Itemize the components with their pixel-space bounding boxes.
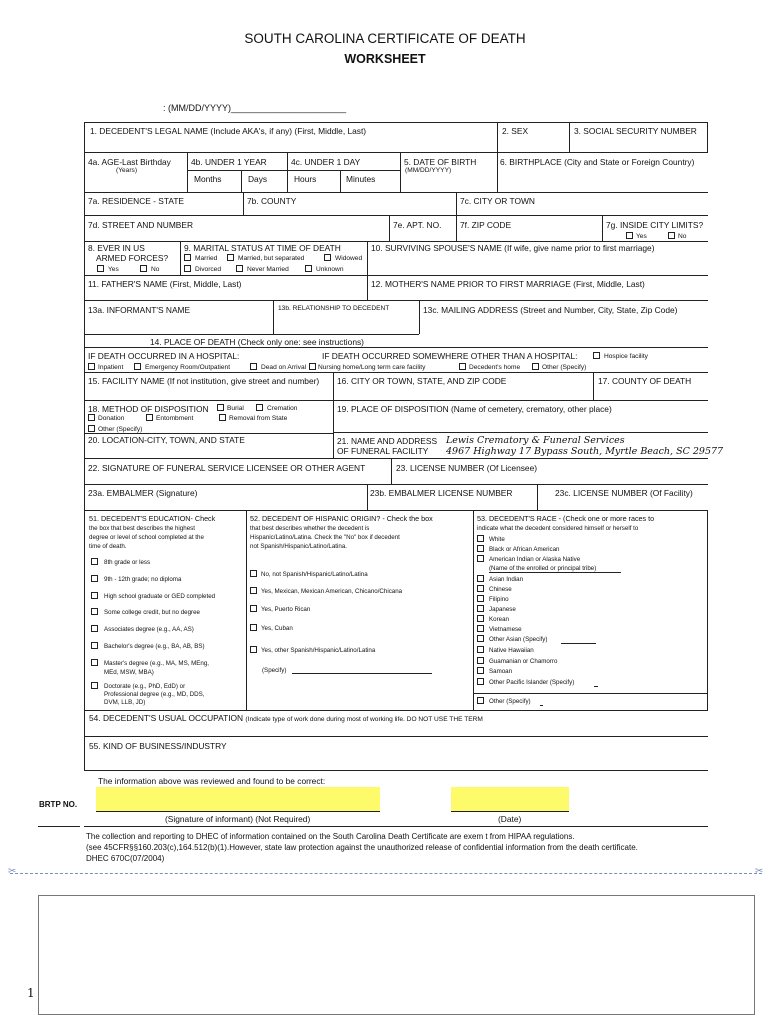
option-label: Japanese — [489, 606, 516, 613]
signature-field[interactable] — [96, 787, 380, 811]
row-line — [473, 693, 707, 694]
row-line — [84, 510, 708, 511]
form-title: SOUTH CAROLINA CERTIFICATE OF DEATH — [244, 31, 526, 46]
checkbox-race-aian[interactable] — [477, 555, 484, 562]
field-8-label: 8. EVER IN US — [88, 243, 145, 253]
option-label: Entombment — [156, 415, 194, 422]
option-label: Nursing home/Long term care facility — [318, 364, 426, 371]
field-23b-label: 23b. EMBALMER LICENSE NUMBER — [370, 488, 513, 498]
field-4b-label: 4b. UNDER 1 YEAR — [191, 157, 267, 167]
checkbox-inpatient[interactable] — [88, 363, 95, 370]
option-label: Donation — [98, 415, 125, 422]
checkbox-edu-doctorate[interactable] — [91, 682, 98, 689]
option-label: Chinese — [489, 586, 512, 593]
option-label: Some college credit, but no degree — [104, 609, 200, 616]
option-label: Other Asian (Specify) — [489, 636, 548, 643]
row-line — [84, 372, 708, 373]
field-54-label: 54. DECEDENT'S USUAL OCCUPATION (Indicate type of work done during most of working life. DO NOT USE THE TERM — [89, 713, 483, 723]
option-label: Guamanian or Chamorro — [489, 658, 558, 665]
field-4b-months: Months — [194, 174, 222, 184]
checkbox-burial[interactable] — [217, 404, 224, 411]
option-label: Vietnamese — [489, 626, 522, 633]
divider — [497, 152, 498, 192]
form-border-left — [84, 122, 85, 513]
field-55-label: 55. KIND OF BUSINESS/INDUSTRY — [89, 741, 227, 751]
form-border-left — [84, 510, 85, 710]
checkbox-8-no[interactable] — [140, 265, 147, 272]
race-title: 53. DECEDENT'S RACE - (Check one or more races to — [477, 514, 655, 523]
checkbox-er[interactable] — [134, 363, 141, 370]
divider — [456, 192, 457, 215]
row-line — [84, 484, 708, 485]
option-label: MEd, MSW, MBA) — [104, 669, 154, 676]
checkbox-other-disposition[interactable] — [88, 425, 95, 432]
brtp-label: BRTP NO. — [39, 800, 78, 809]
option-label: Yes, other Spanish/Hispanic/Latino/Latina — [261, 647, 376, 654]
checkbox-unknown[interactable] — [305, 265, 312, 272]
checkbox-edu-some-college[interactable] — [91, 608, 98, 615]
field-4a-sub: (Years) — [116, 167, 138, 174]
checkbox-race-korean[interactable] — [477, 615, 484, 622]
field-3-label: 3. SOCIAL SECURITY NUMBER — [574, 126, 697, 136]
education-desc: degree or level of school completed at the — [89, 534, 204, 541]
option-label: Filipino — [489, 596, 509, 603]
field-54-sub: (Indicate type of work done during most of working life. DO NOT USE THE TERM — [245, 716, 483, 723]
funeral-facility-address: 4967 Highway 17 Bypass South, Myrtle Beach, SC 29577 — [446, 446, 724, 457]
brtp-line — [38, 826, 80, 827]
divider — [180, 241, 181, 275]
field-4b-days: Days — [248, 174, 268, 184]
field-19-label: 19. PLACE OF DISPOSITION (Name of cemetery, crematory, other place) — [337, 404, 612, 414]
checkbox-hisp-cuban[interactable] — [250, 624, 257, 631]
divider — [707, 510, 708, 710]
option-label: Never Married — [247, 266, 289, 273]
option-label: Other (Specify) — [542, 364, 587, 371]
option-label: Yes — [636, 233, 647, 240]
hispanic-title: 52. DECEDENT OF HISPANIC ORIGIN? - Check the box — [250, 514, 433, 523]
divider — [243, 192, 244, 215]
checkbox-home[interactable] — [459, 363, 466, 370]
divider — [569, 122, 570, 152]
row-line — [84, 241, 708, 242]
divider — [400, 152, 401, 192]
checkbox-race-other-asian[interactable] — [477, 635, 484, 642]
row-line — [84, 710, 708, 711]
divider — [593, 372, 594, 400]
row-line — [84, 334, 419, 335]
divider — [367, 484, 368, 510]
checkbox-edu-associates[interactable] — [91, 625, 98, 632]
field-15-label: 15. FACILITY NAME (If not institution, give street and number) — [88, 376, 320, 386]
option-label: Unknown — [316, 266, 344, 273]
checkbox-race-other-pacific[interactable] — [477, 678, 484, 685]
checkbox-edu-8th[interactable] — [91, 558, 98, 565]
row-line — [187, 170, 400, 171]
checkbox-race-filipino[interactable] — [477, 595, 484, 602]
non-hospital-heading: IF DEATH OCCURRED SOMEWHERE OTHER THAN A HOSPITAL: — [322, 351, 578, 361]
field-5-sub: (MM/DD/YYYY) — [405, 167, 452, 174]
field-23c-label: 23c. LICENSE NUMBER (Of Facility) — [555, 488, 693, 498]
field-7d-label: 7d. STREET AND NUMBER — [88, 220, 194, 230]
option-label: Associates degree (e.g., AA, AS) — [104, 626, 194, 633]
field-13a-label: 13a. INFORMANT'S NAME — [88, 305, 191, 315]
option-label: Native Hawaiian — [489, 647, 534, 654]
field-9-label: 9. MARITAL STATUS AT TIME OF DEATH — [184, 243, 341, 253]
checkbox-race-black[interactable] — [477, 545, 484, 552]
hispanic-desc: Hispanic/Latino/Latina. Check the "No" box if decedent — [250, 534, 400, 541]
tribe-line[interactable] — [489, 572, 621, 573]
checkbox-doa[interactable] — [250, 363, 257, 370]
row-line — [84, 770, 708, 771]
divider — [246, 510, 247, 710]
divider — [419, 300, 420, 334]
checkbox-race-asian-indian[interactable] — [477, 575, 484, 582]
field-4c-minutes: Minutes — [346, 174, 376, 184]
option-label: Korean — [489, 616, 509, 623]
checkbox-race-white[interactable] — [477, 535, 484, 542]
divider — [241, 171, 242, 192]
hipaa-notice: (see 45CFR§§160.203(c),164.512(b)(1).However, state law protection against the unauthorized release of confidential information from the death certificate. — [86, 843, 638, 852]
checkbox-hospice[interactable] — [593, 352, 600, 359]
field-4c-hours: Hours — [294, 174, 317, 184]
option-label: Hospice facility — [604, 353, 648, 360]
option-label: Other (Specify) — [489, 698, 531, 705]
row-line — [84, 192, 708, 193]
row-line — [84, 736, 708, 737]
row-line — [84, 215, 708, 216]
option-label: No, not Spanish/Hispanic/Latino/Latina — [261, 571, 368, 578]
option-label: Black or African American — [489, 546, 560, 553]
field-17-label: 17. COUNTY OF DEATH — [598, 376, 692, 386]
checkbox-widowed[interactable] — [324, 254, 331, 261]
divider — [473, 510, 474, 710]
option-label: Divorced — [195, 266, 222, 273]
option-label: White — [489, 536, 505, 543]
field-11-label: 11. FATHER'S NAME (First, Middle, Last) — [88, 279, 242, 289]
checkbox-race-vietnamese[interactable] — [477, 625, 484, 632]
scissors-icon: ✂ — [755, 866, 764, 877]
checkbox-edu-masters[interactable] — [91, 659, 98, 666]
option-label: Samoan — [489, 668, 513, 675]
divider — [389, 215, 390, 241]
field-7f-label: 7f. ZIP CODE — [460, 220, 512, 230]
race-desc: indicate what the decedent considered himself or herself to — [477, 525, 639, 532]
specify-line[interactable] — [594, 686, 598, 687]
option-label: Yes, Puerto Rican — [261, 606, 311, 613]
divider — [333, 372, 334, 400]
field-12-label: 12. MOTHER'S NAME PRIOR TO FIRST MARRIAGE (First, Middle, Last) — [371, 279, 645, 289]
education-desc: the box that best describes the highest — [89, 525, 195, 532]
scissors-icon: ✂ — [8, 866, 17, 877]
hipaa-notice: The collection and reporting to DHEC of information contained on the South Carolina Death Certificate are exem t from HIPAA regulations. — [86, 832, 575, 841]
option-label: Burial — [227, 405, 244, 412]
date-field[interactable]: : (MM/DD/YYYY)_______________________ — [163, 103, 347, 113]
option-label: High school graduate or GED completed — [104, 593, 216, 600]
field-2-label: 2. SEX — [502, 126, 529, 136]
field-8-label-b: ARMED FORCES? — [96, 253, 169, 263]
checkbox-race-japanese[interactable] — [477, 605, 484, 612]
field-14-label: 14. PLACE OF DEATH (Check only one: see instructions) — [150, 337, 364, 347]
checkbox-race-samoan[interactable] — [477, 667, 484, 674]
field-16-label: 16. CITY OR TOWN, STATE, AND ZIP CODE — [337, 376, 507, 386]
option-label: No — [678, 233, 687, 240]
option-label: Married — [195, 255, 218, 262]
checkbox-edu-bachelors[interactable] — [91, 642, 98, 649]
divider — [187, 152, 188, 192]
checkbox-race-hawaiian[interactable] — [477, 646, 484, 653]
field-5-label: 5. DATE OF BIRTH — [404, 157, 477, 167]
option-label: No — [151, 266, 160, 273]
divider — [391, 458, 392, 484]
checkbox-hisp-no[interactable] — [250, 570, 257, 577]
divider — [497, 122, 498, 152]
field-10-label: 10. SURVIVING SPOUSE'S NAME (If wife, give name prior to first marriage) — [371, 243, 655, 253]
field-13c-label: 13c. MAILING ADDRESS (Street and Number, City, State, Zip Code) — [423, 305, 678, 315]
row-line — [84, 152, 708, 153]
checkbox-race-other[interactable] — [477, 697, 484, 704]
education-title: 51. DECEDENT'S EDUCATION- Check — [89, 514, 216, 523]
checkbox-7g-yes[interactable] — [626, 232, 633, 239]
date-caption: (Date) — [498, 814, 522, 824]
checkbox-other-place[interactable] — [532, 363, 539, 370]
cut-line — [10, 873, 762, 874]
row-line — [333, 432, 708, 433]
signature-caption: (Signature of informant) (Not Required) — [165, 814, 311, 824]
date-line — [451, 811, 569, 812]
field-4a-label: 4a. AGE-Last Birthday — [88, 157, 171, 167]
field-23a-label: 23a. EMBALMER (Signature) — [88, 488, 198, 498]
row-line — [84, 826, 708, 827]
option-label: Removal from State — [229, 415, 288, 422]
checkbox-cremation[interactable] — [256, 404, 263, 411]
hispanic-desc: not Spanish/Hispanic/Latino/Latina. — [250, 543, 348, 550]
option-label: Emergency Room/Outpatient — [145, 364, 231, 371]
divider — [367, 241, 368, 275]
option-label: Married, but separated — [238, 255, 305, 262]
field-7e-label: 7e. APT. NO. — [393, 220, 442, 230]
checkbox-removal[interactable] — [219, 414, 226, 421]
option-label: Cremation — [267, 405, 298, 412]
form-number: DHEC 670C(07/2004) — [86, 854, 165, 863]
field-7a-label: 7a. RESIDENCE - STATE — [88, 196, 185, 206]
hispanic-specify: (Specify) — [262, 667, 287, 674]
signature-line — [96, 811, 380, 812]
field-1-label: 1. DECEDENT'S LEGAL NAME (Include AKA's, if any) (First, Middle, Last) — [90, 126, 367, 136]
checkbox-hisp-pr[interactable] — [250, 605, 257, 612]
option-label: Yes, Cuban — [261, 625, 293, 632]
bottom-box — [38, 895, 755, 1015]
divider — [602, 215, 603, 241]
checkbox-7g-no[interactable] — [668, 232, 675, 239]
field-18-label: 18. METHOD OF DISPOSITION — [88, 404, 209, 414]
education-desc: time of death. — [89, 543, 127, 550]
option-label: Other Pacific Islander (Specify) — [489, 679, 575, 686]
checkbox-race-chinese[interactable] — [477, 585, 484, 592]
checkbox-entombment[interactable] — [146, 414, 153, 421]
field-7b-label: 7b. COUNTY — [247, 196, 297, 206]
checkbox-8-yes[interactable] — [97, 265, 104, 272]
field-6-label: 6. BIRTHPLACE (City and State or Foreign Country) — [500, 157, 695, 167]
checkbox-never-married[interactable] — [236, 265, 243, 272]
checkbox-edu-9-12[interactable] — [91, 575, 98, 582]
option-label: Professional degree (e.g., MD, DDS, — [104, 691, 205, 698]
field-4c-label: 4c. UNDER 1 DAY — [291, 157, 361, 167]
field-21-label: 21. NAME AND ADDRESS — [337, 436, 438, 446]
field-23-label: 23. LICENSE NUMBER (Of Licensee) — [396, 463, 538, 473]
option-label: 9th - 12th grade; no diploma — [104, 576, 182, 583]
checkbox-edu-hs[interactable] — [91, 592, 98, 599]
divider — [333, 400, 334, 458]
specify-line[interactable] — [292, 673, 432, 674]
option-label: 8th grade or less — [104, 559, 151, 566]
field-13b-label: 13b. RELATIONSHIP TO DECEDENT — [278, 305, 390, 312]
checkbox-nursing[interactable] — [309, 363, 316, 370]
form-border-top — [84, 122, 708, 123]
checkbox-hisp-other[interactable] — [250, 646, 257, 653]
form-subtitle: WORKSHEET — [344, 52, 426, 66]
hospital-heading: IF DEATH OCCURRED IN A HOSPITAL: — [88, 351, 240, 361]
checkbox-donation[interactable] — [88, 414, 95, 421]
option-label: Dead on Arrival — [261, 364, 307, 371]
field-21-label-b: OF FUNERAL FACILITY — [337, 446, 429, 456]
option-label: DVM, LLB, JD) — [104, 699, 146, 706]
row-line — [84, 400, 708, 401]
reviewed-statement: The information above was reviewed and found to be correct: — [98, 776, 326, 786]
divider — [367, 275, 368, 300]
option-label: Doctorate (e.g., PhD, EdD) or — [104, 683, 186, 690]
option-label: Master's degree (e.g., MA, MS, MEng, — [104, 660, 210, 667]
hispanic-desc: that best describes whether the decedent is — [250, 525, 370, 532]
checkbox-hisp-mexican[interactable] — [250, 587, 257, 594]
specify-line[interactable] — [561, 643, 596, 644]
date-field-signature[interactable] — [451, 787, 569, 811]
divider — [537, 484, 538, 510]
option-label: American Indian or Alaska Native — [489, 556, 581, 563]
option-label: Decedent's home — [469, 364, 521, 371]
row-line — [84, 458, 708, 459]
divider — [340, 171, 341, 192]
field-20-label: 20. LOCATION-CITY, TOWN, AND STATE — [88, 435, 245, 445]
funeral-facility-name: Lewis Crematory & Funeral Services — [446, 435, 625, 446]
field-22-label: 22. SIGNATURE OF FUNERAL SERVICE LICENSEE OR OTHER AGENT — [88, 463, 366, 473]
checkbox-married[interactable] — [184, 254, 191, 261]
option-label: Widowed — [335, 255, 363, 262]
row-line — [84, 433, 333, 434]
option-label: Yes — [108, 266, 119, 273]
divider — [456, 215, 457, 241]
row-line — [84, 347, 708, 348]
divider — [707, 122, 708, 152]
page-number: 1 — [27, 986, 35, 1000]
divider — [273, 300, 274, 334]
checkbox-race-guamanian[interactable] — [477, 657, 484, 664]
checkbox-divorced[interactable] — [184, 265, 191, 272]
form-border-left — [84, 710, 85, 770]
option-label: Asian Indian — [489, 576, 524, 583]
field-7c-label: 7c. CITY OR TOWN — [460, 196, 535, 206]
field-7g-label: 7g. INSIDE CITY LIMITS? — [606, 220, 704, 230]
option-label: Yes, Mexican, Mexican American, Chicano/Chicana — [261, 588, 403, 595]
divider — [287, 152, 288, 192]
row-line — [84, 275, 708, 276]
option-label: Other (Specify) — [98, 426, 143, 433]
checkbox-separated[interactable] — [227, 254, 234, 261]
option-label: Bachelor's degree (e.g., BA, AB, BS) — [104, 643, 205, 650]
option-label: (Name of the enrolled or principal tribe) — [489, 565, 597, 572]
specify-line[interactable] — [540, 705, 543, 706]
row-line — [84, 300, 708, 301]
option-label: Inpatient — [98, 364, 124, 371]
